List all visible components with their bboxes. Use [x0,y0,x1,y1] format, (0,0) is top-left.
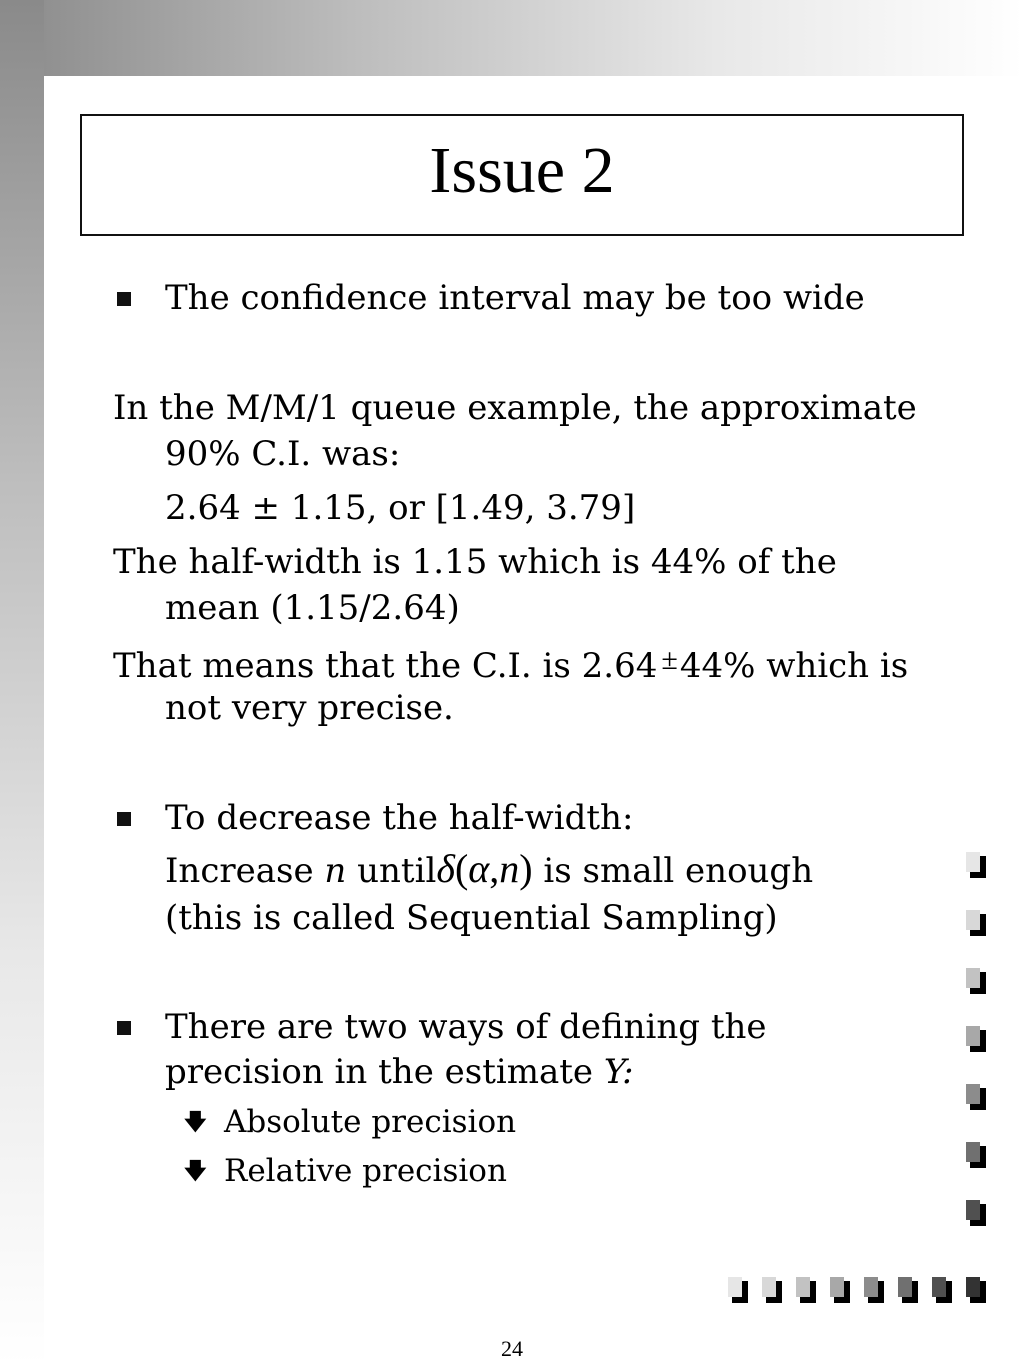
bullet-text-3: There are two ways of defining the [165,1007,767,1047]
decorative-square [966,1277,982,1301]
text-segment: 44% which is [679,646,909,686]
decorative-square [762,1277,778,1301]
slide-title: Issue 2 [429,134,615,207]
bullet-text-1: The confidence interval may be too wide [165,278,865,318]
text-segment: precision in the estimate [165,1052,594,1092]
top-gradient-band [0,0,1024,76]
increase-line [165,846,814,891]
bullet-square-icon [117,812,131,826]
page-number: 24 [501,1336,523,1361]
decorative-square [966,852,982,876]
text-segment: is small enough [543,851,814,891]
decorative-square [830,1277,846,1301]
bullet-text-2: To decrease the half-width: [165,798,634,838]
decorative-square [898,1277,914,1301]
bullet-square-icon [117,1021,131,1035]
paragraph-line: 90% C.I. was: [165,434,401,474]
variable-n: n [499,846,520,891]
paragraph-line: The half-width is 1.15 which is 44% of the [113,542,837,582]
alpha-symbol: α [468,846,490,891]
text-segment: Increase [165,851,314,891]
paragraph-line: In the M/M/1 queue example, the approximate [113,388,917,428]
decorative-square [966,1200,982,1224]
paragraph-line: (this is called Sequential Sampling) [165,898,778,938]
arrow-down-icon: 🡇 [184,1110,207,1135]
paragraph-line: 2.64 ± 1.15, or [1.49, 3.79] [165,488,636,528]
text-segment: That means that the C.I. is 2.64 [113,646,658,686]
paragraph-line [165,1052,634,1092]
paragraph-line [113,643,909,686]
decorative-square [728,1277,744,1301]
paragraph-line: mean (1.15/2.64) [165,588,460,628]
decorative-square [932,1277,948,1301]
decorative-square [966,1084,982,1108]
sub-item: Absolute precision [224,1104,517,1140]
decorative-square [966,910,982,934]
decorative-square [796,1277,812,1301]
paragraph-line: not very precise. [165,688,454,728]
sub-item: Relative precision [224,1153,507,1189]
plus-minus-symbol: ± [661,643,678,676]
bullet-square-icon [117,292,131,306]
paren-close: ) [519,846,533,891]
text-segment: until [357,851,437,891]
decorative-square [966,968,982,992]
title-box [80,114,964,236]
decorative-square [966,1026,982,1050]
decorative-square [864,1277,880,1301]
comma: , [489,846,500,891]
variable-y: Y: [603,1052,634,1092]
decorative-square [966,1142,982,1166]
left-gradient-band [0,0,44,1365]
paren-open: ( [454,846,469,891]
delta-symbol: δ [436,846,455,891]
variable-n: n [324,851,347,891]
arrow-down-icon: 🡇 [184,1159,207,1184]
